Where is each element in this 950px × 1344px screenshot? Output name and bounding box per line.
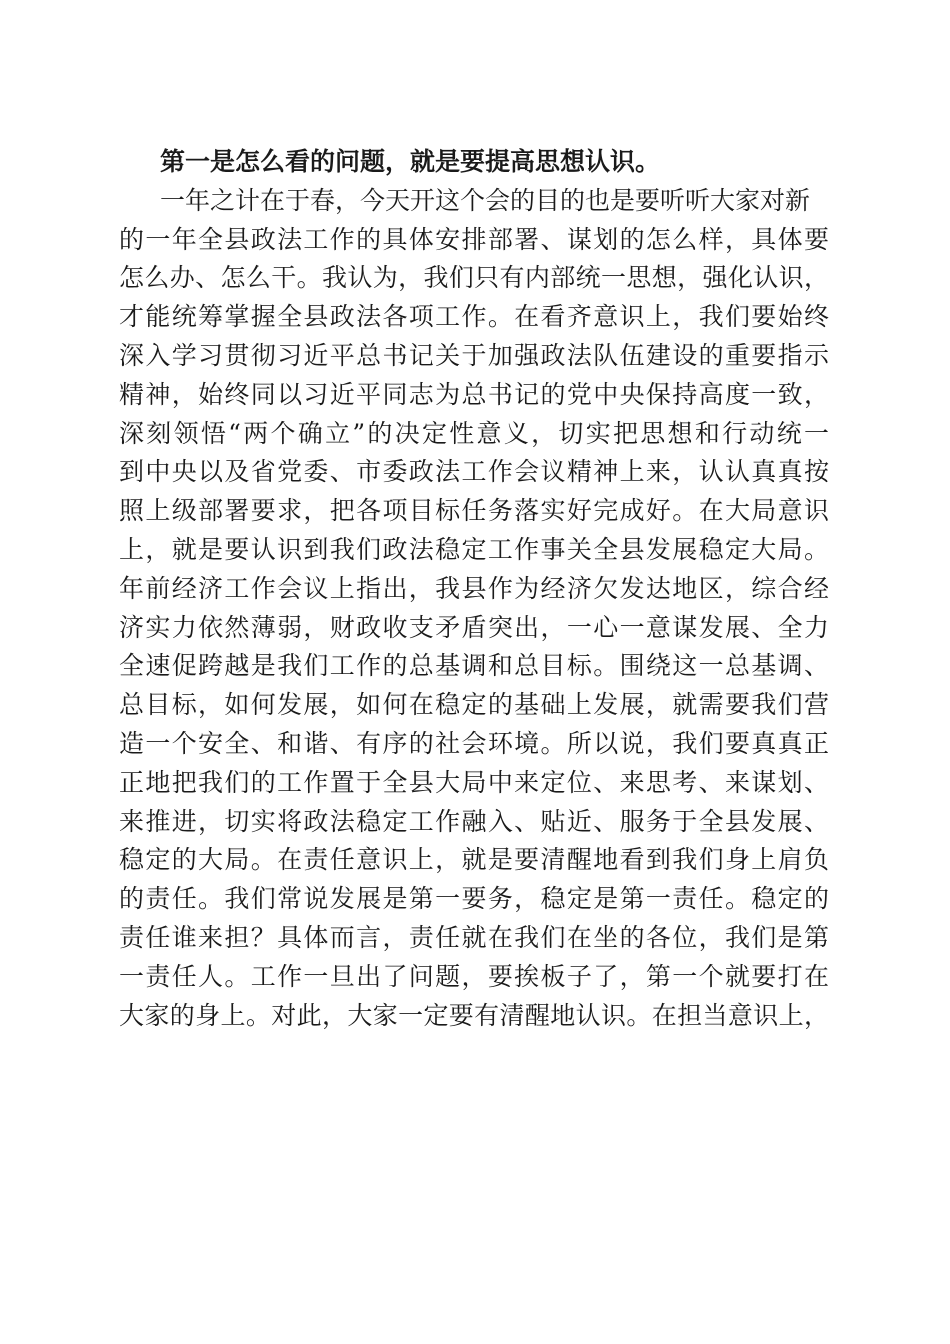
paragraph-line: 深入学习贯彻习近平总书记关于加强政法队伍建设的重要指示 [119,340,829,370]
paragraph-line: 济实力依然薄弱，财政收支矛盾突出，一心一意谋发展、全力 [119,612,829,642]
paragraph-line: 才能统筹掌握全县政法各项工作。在看齐意识上，我们要始终 [119,302,829,332]
paragraph-line: 造一个安全、和谐、有序的社会环境。所以说，我们要真真正 [119,728,829,758]
body-text [119,143,829,1035]
paragraph-line: 来推进，切实将政法稳定工作融入、贴近、服务于全县发展、 [119,806,829,836]
paragraph-line: 上，就是要认识到我们政法稳定工作事关全县发展稳定大局。 [119,534,829,564]
paragraph-line: 精神，始终同以习近平同志为总书记的党中央保持高度一致， [119,379,829,409]
paragraph-line: 一年之计在于春，今天开这个会的目的也是要听听大家对新 [160,185,811,215]
paragraph-line: 全速促跨越是我们工作的总基调和总目标。围绕这一总基调、 [119,651,829,681]
paragraph-line: 稳定的大局。在责任意识上，就是要清醒地看到我们身上肩负 [119,845,829,875]
paragraph-line: 年前经济工作会议上指出，我县作为经济欠发达地区，综合经 [119,573,829,603]
paragraph-line: 深刻领悟“两个确立”的决定性意义，切实把思想和行动统一 [119,418,829,448]
section-heading: 第一是怎么看的问题，就是要提高思想认识。 [160,147,661,176]
paragraph-line: 的责任。我们常说发展是第一要务，稳定是第一责任。稳定的 [119,884,829,914]
paragraph-line: 怎么办、怎么干。我认为，我们只有内部统一思想，强化认识， [119,263,829,293]
paragraph-line: 大家的身上。对此，大家一定要有清醒地认识。在担当意识上， [119,1000,829,1030]
paragraph-line: 照上级部署要求，把各项目标任务落实好完成好。在大局意识 [119,496,829,526]
paragraph-line: 一责任人。工作一旦出了问题，要挨板子了，第一个就要打在 [119,961,829,991]
paragraph-line: 正地把我们的工作置于全县大局中来定位、来思考、来谋划、 [119,767,829,797]
paragraph-line: 责任谁来担？具体而言，责任就在我们在坐的各位，我们是第 [119,922,829,952]
paragraph-line: 的一年全县政法工作的具体安排部署、谋划的怎么样，具体要 [119,224,829,254]
paragraph-line: 总目标，如何发展，如何在稳定的基础上发展，就需要我们营 [119,690,829,720]
paragraph-line: 到中央以及省党委、市委政法工作会议精神上来，认认真真按 [119,457,829,487]
